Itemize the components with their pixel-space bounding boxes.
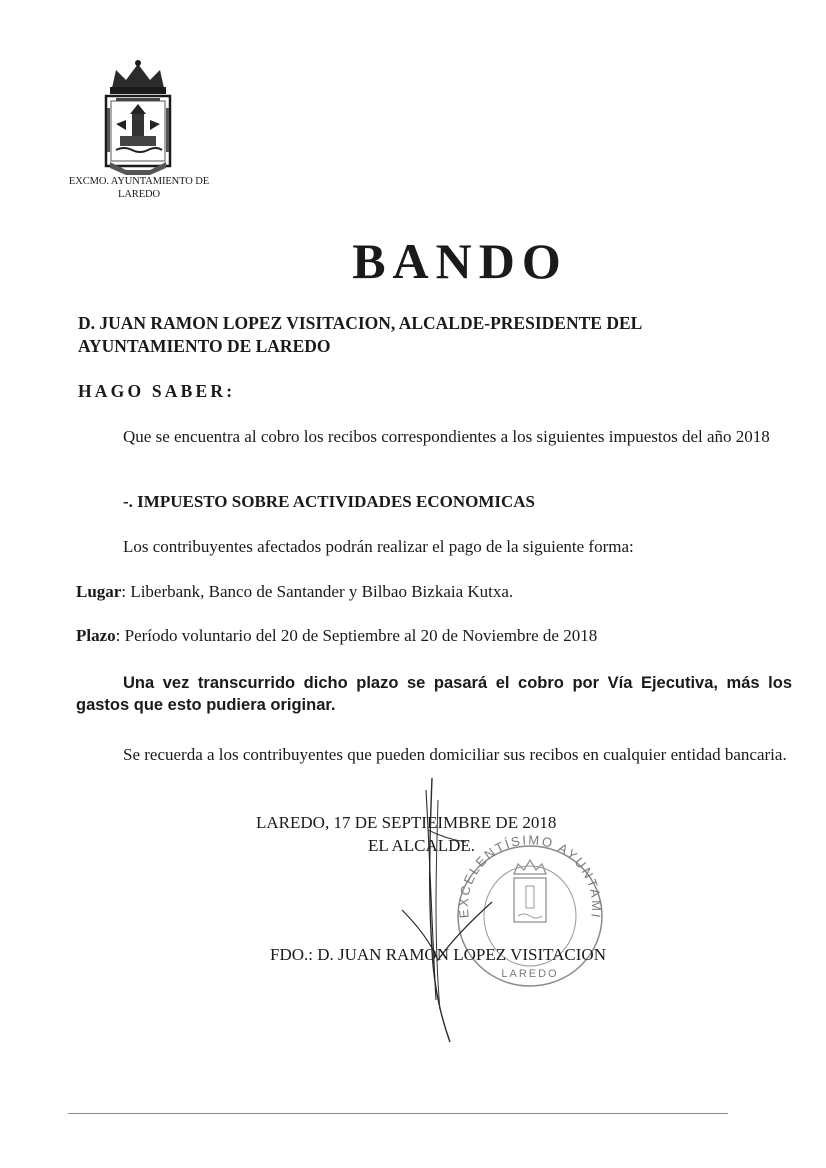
plazo-value: : Período voluntario del 20 de Septiembre al 20 de Noviembre de 2018 [115,626,598,645]
municipal-crest [96,58,180,176]
handwritten-signature [392,770,502,1050]
issuer-line2: LAREDO [118,189,160,200]
coat-of-arms-icon [96,58,180,176]
reminder-paragraph: Se recuerda a los contribuyentes que pueden domiciliar sus recibos en cualquier entidad bancaria. [123,745,787,764]
document-title: BANDO [352,233,568,289]
lugar-value: : Liberbank, Banco de Santander y Bilbao Bizkaia Kutxa. [121,582,514,601]
seal-arc-text: EXCELENTÍSIMO AYUNTAMI [455,832,605,921]
hago-saber-heading: HAGO SABER: [78,381,236,401]
authority-line1: D. JUAN RAMON LOPEZ VISITACION, ALCALDE-PRESIDENTE DEL [78,313,643,333]
intro-paragraph: Que se encuentra al cobro los recibos correspondientes a los siguientes impuestos del año 2018 [123,427,770,446]
signer-role: EL ALCALDE. [368,836,476,855]
signed-by: FDO.: D. JUAN RAMON LOPEZ VISITACION [270,945,606,964]
authority-line2: AYUNTAMIENTO DE LAREDO [78,336,331,356]
place-date: LAREDO, 17 DE SEPTIEIMBRE DE 2018 [256,813,557,832]
payment-intro-paragraph: Los contribuyentes afectados podrán realizar el pago de la siguiente forma: [123,537,634,556]
lugar-line [76,581,792,603]
seal-bottom-text: LAREDO [501,968,559,980]
issuer-line1: EXCMO. AYUNTAMIENTO DE [68,176,210,187]
footer-divider [68,1113,728,1114]
signature-icon [392,770,502,1050]
issuer-name [58,175,220,201]
authority-heading [78,312,758,358]
plazo-label: Plazo [76,626,116,645]
lugar-label: Lugar [76,582,122,601]
plazo-line [76,625,792,647]
warning-paragraph: Una vez transcurrido dicho plazo se pasará el cobro por Vía Ejecutiva, más los gastos que esto pudiera originar. [76,674,792,714]
tax-item: -. IMPUESTO SOBRE ACTIVIDADES ECONOMICAS [123,492,536,511]
